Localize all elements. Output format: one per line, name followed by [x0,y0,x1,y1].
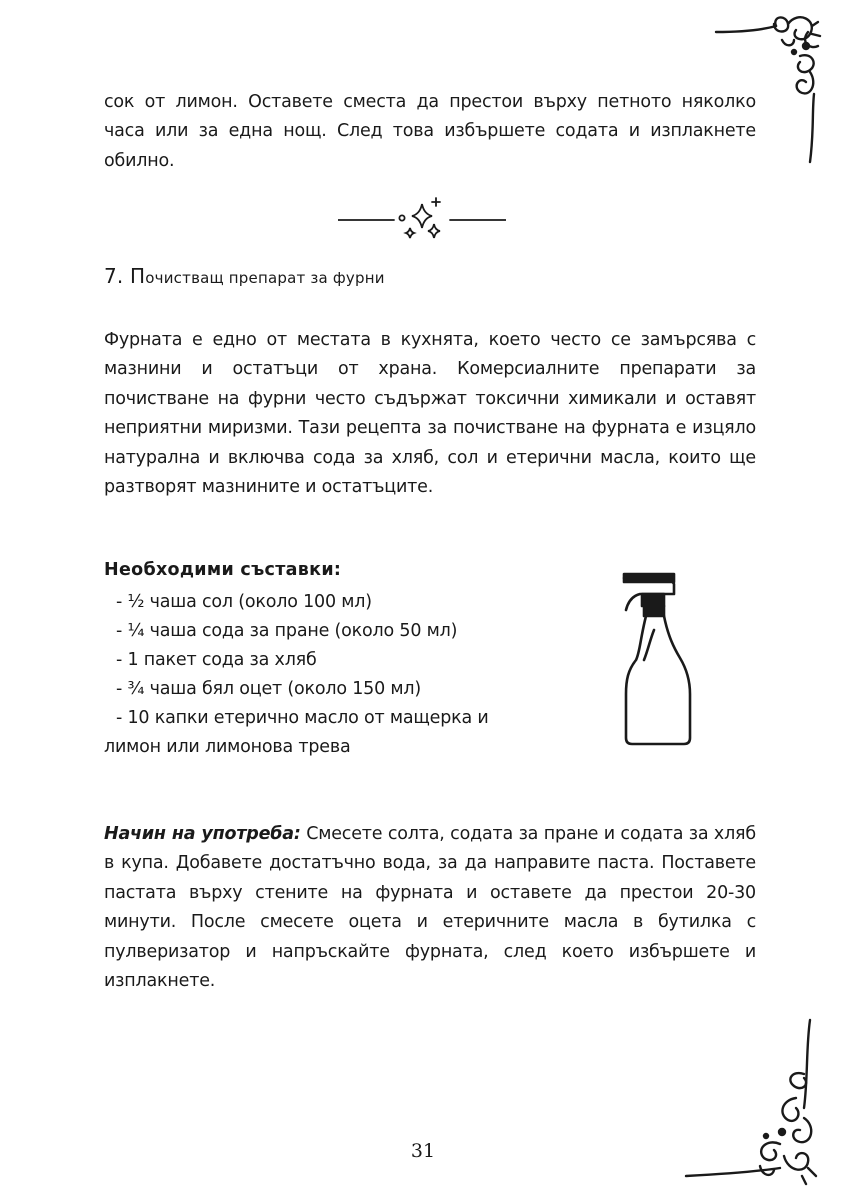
ingredient-item: - ½ чаша сол (около 100 мл) [116,592,372,612]
spray-bottle-icon [610,570,700,750]
ingredients-title: Необходими съставки: [104,560,342,580]
section-title-rest: очистващ препарат за фурни [145,269,385,287]
usage-paragraph [104,820,756,996]
ingredient-item: - 1 пакет сода за хляб [116,650,317,670]
ingredients-list [104,588,544,762]
ingredient-item: - ¼ чаша сода за пране (около 50 мл) [116,621,458,641]
usage-text: Смесете солта, содата за пране и содата за хляб в купа. Добавете достатъчно вода, за да направите паста. Поставете пастата върху стените на фурната и оставете да престои 20-30 минути. После смесете оцета и етеричните масла в бутилка с пулверизатор и напръскайте фурната, след което избършете и изплакнете. [104,824,756,992]
ingredient-item-continuation: лимон или лимонова трева [104,737,351,757]
ingredient-item: - 10 капки етерично масло от мащерка и [116,708,489,728]
sparkle-divider-icon [338,196,506,242]
usage-label: Начин на употреба: [104,824,301,844]
intro-paragraph: сок от лимон. Оставете сместа да престои върху петното няколко часа или за една нощ. След това избършете содата и изплакнете обилно. [104,92,756,171]
ingredient-item: - ¾ чаша бял оцет (около 150 мл) [116,679,422,699]
page-number: 31 [410,1140,436,1162]
section-title-initial: П [130,264,146,288]
section-number: 7. [104,264,124,288]
section-heading [104,264,385,288]
ornament-corner-bottom-icon [684,1018,824,1188]
description-paragraph: Фурната е едно от местата в кухнята, което често се замърсява с мазнини и остатъци от храна. Комерсиалните препарати за почистване на фурни често съдържат токсични химикали и оставят неприятни миризми. Тази рецепта за почистване на фурната е изцяло натурална и включва сода за хляб, сол и етерични масла, които ще разтворят мазнините и остатъците. [104,330,756,498]
